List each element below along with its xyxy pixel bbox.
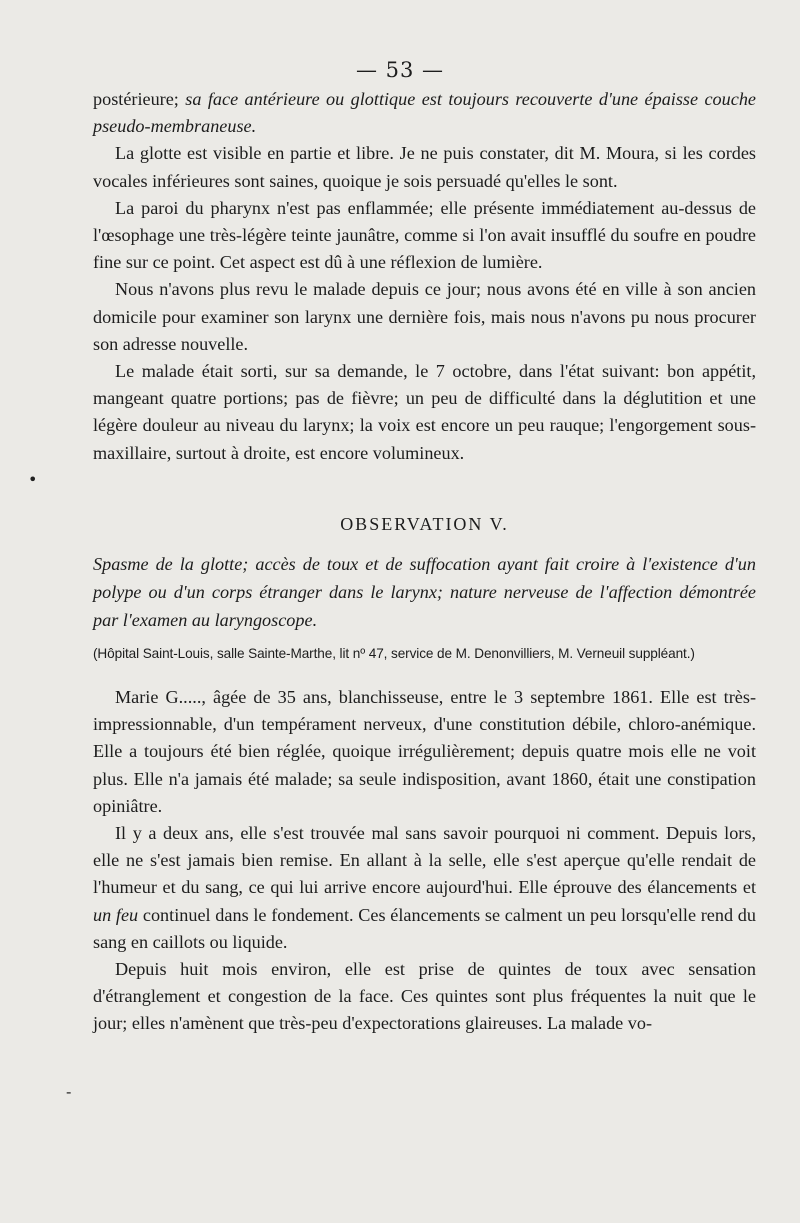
paragraph: Le malade était sorti, sur sa demande, le 7 octobre, dans l'état suivant: bon appétit, mangeant quatre portions; pas de fièvre; un peu de difficulté dans la déglutition et une légère douleur au niveau du larynx; la voix est encore un peu rauque; l'engorgement sous-maxillaire, surtout à droite, est encore volumineux. bbox=[93, 361, 756, 463]
observation-summary: Spasme de la glotte; accès de toux et de suffocation ayant fait croire à l'existence d'un polype ou d'un corps étranger dans le larynx; nature nerveuse de l'affection démontrée par l'examen au laryngoscope. bbox=[93, 554, 756, 631]
paragraph-text: continuel dans le fondement. Ces élancements se calment un peu lorsqu'elle rend du sang en caillots ou liquide. bbox=[93, 904, 756, 952]
margin-bullet-mark: • bbox=[28, 470, 38, 489]
paragraph: Nous n'avons plus revu le malade depuis ce jour; nous avons été en ville à son ancien domicile pour examiner son larynx une dernière fois, mais nous n'avons pu nous procurer son adresse nouvelle. bbox=[93, 279, 756, 354]
italic-text: sa face antérieure ou glottique est toujours recouverte d'une épaisse couche pseudo-membraneuse. bbox=[93, 89, 756, 137]
paragraph-text: postérieure; bbox=[93, 89, 186, 109]
observation-title: OBSERVATION V. bbox=[340, 513, 509, 534]
italic-text: un feu bbox=[93, 904, 139, 925]
paragraph: La paroi du pharynx n'est pas enflammée; elle présente immédiatement au-dessus de l'œsophage une très-légère teinte jaunâtre, comme si l'on avait insufflé du soufre en poudre fine sur ce point. Cet aspect est dû à une réflexion de lumière. bbox=[93, 197, 756, 273]
paragraph: Depuis huit mois environ, elle est prise de quintes de toux avec sensation d'étranglement et congestion de la face. Ces quintes sont plus fréquentes la nuit que le jour; elles n'amènent que très-peu d'expectorations glaireuses. La malade vo- bbox=[93, 959, 756, 1034]
paragraph: Marie G....., âgée de 35 ans, blanchisseuse, entre le 3 septembre 1861. Elle est très-impressionnable, d'un tempérament nerveux, d'une constitution débile, chloro-anémique. Elle a toujours été bien réglée, quoique irrégulièrement; depuis quatre mois elle ne voit plus. Elle n'a jamais été malade; sa seule indisposition, avant 1860, était une constipation opiniâtre. bbox=[93, 687, 756, 816]
paragraph-text: Il y a deux ans, elle s'est trouvée mal sans savoir pourquoi ni comment. Depuis lors, elle ne s'est jamais bien remise. En allant à la selle, elle s'est aperçue qu'elle rendait de l'humeur et du sang, ce qui lui arrive encore aujourd'hui. Elle éprouve des élancements et bbox=[93, 823, 756, 898]
page-number: — 53 — bbox=[355, 58, 445, 82]
hospital-line: (Hôpital Saint-Louis, salle Sainte-Marthe, lit nº 47, service de M. Denonvilliers, M. Verneuil suppléant.) bbox=[93, 646, 695, 662]
paragraph-continuation bbox=[93, 86, 756, 140]
margin-dash-mark: - bbox=[66, 1082, 72, 1101]
paragraph: La glotte est visible en partie et libre. Je ne puis constater, dit M. Moura, si les cordes vocales inférieures sont saines, quoique je sois persuadé qu'elles le sont. bbox=[93, 143, 756, 191]
page-body bbox=[93, 86, 756, 1038]
paragraph bbox=[93, 820, 756, 956]
